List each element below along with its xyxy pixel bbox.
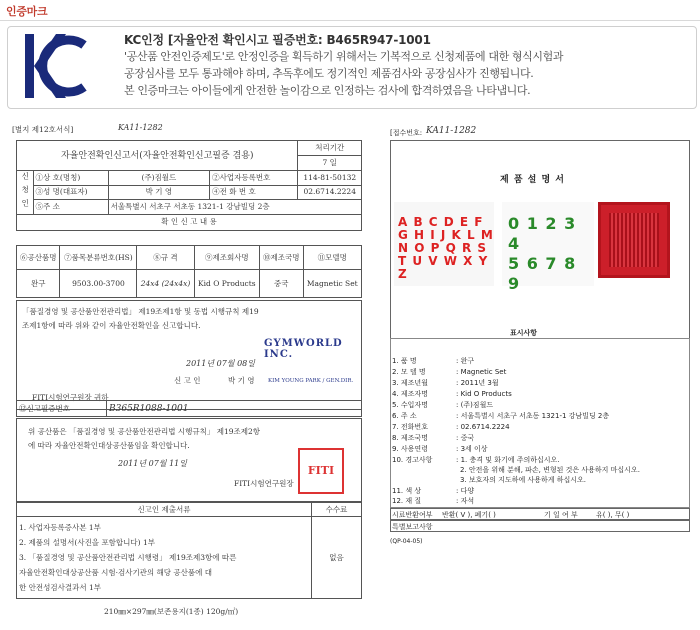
product-value: 9503.00-3700 — [60, 270, 137, 298]
spec-row: 8. 제조국명 : 중국 — [392, 434, 475, 442]
spec-row: 2. 모 델 명 : Magnetic Set — [392, 368, 507, 376]
product-value: 중국 — [260, 270, 303, 298]
company-stamp: GYMWORLD INC. — [264, 338, 343, 360]
return-row — [390, 508, 690, 520]
form-title: 자율안전확인신고서(자율안전확인신고필증 겸용) — [17, 141, 298, 171]
applicant-sign-name: 박 기 영 — [228, 376, 255, 385]
fiti-seal: FITI — [298, 448, 344, 494]
form-number: [별지 제12호서식] — [12, 125, 74, 134]
form-table-top — [16, 140, 362, 231]
spec-row: 7. 전화번호 : 02.6714.2224 — [392, 423, 510, 431]
spec-row: 12. 재 질 : 자석 — [392, 497, 475, 505]
info-line: '공산품 안전인증제도'로 안정인증을 획득하기 위해서는 기복적으로 신청제품에 대한 형식시험과 — [124, 50, 564, 63]
confirm-text: 에 따라 자율안전확인대상공산품임을 확인합니다. — [28, 441, 190, 450]
period-value: 7 일 — [322, 158, 337, 167]
law-text: 조제1항에 따라 위와 같이 자율안전확인을 신고합니다. — [22, 321, 201, 330]
fee-value: 없음 — [312, 517, 362, 599]
digits-row: 0 1 2 3 4 — [508, 214, 577, 253]
receipt-number: KA11-1282 — [426, 126, 477, 136]
return-value: 반환( V ), 폐기( ) — [442, 511, 496, 519]
info-description — [124, 48, 684, 99]
letters-row: T U V W X Y Z — [398, 254, 489, 281]
spec-row: 3. 보호자의 지도하에 사용하게 하십시오. — [460, 476, 586, 484]
page-title: 인증마크 — [6, 5, 48, 18]
cert-no-value: B365R1088-1001 — [107, 401, 362, 417]
spec-row: 1. 품 명 : 완구 — [392, 357, 475, 365]
product-header: ⑩제조국명 — [260, 246, 303, 270]
field-value: 박 기 영 — [108, 185, 210, 200]
declaration-date: 2011년 07월 08일 — [186, 359, 255, 368]
due-value: 유( ), 무( ) — [596, 511, 630, 519]
period-label: 처리기간 — [298, 141, 361, 156]
spec-row: 11. 색 상 : 다양 — [392, 487, 475, 495]
documents-label: 신고인 제출서류 — [17, 503, 312, 517]
digits-board — [502, 202, 594, 293]
due-label: 기 일 여 부 — [544, 511, 578, 519]
spec-row: 4. 제조자명 : Kid O Products — [392, 390, 512, 398]
cert-table — [16, 400, 362, 417]
document-item: 3. 「품질경영 및 공산품안전관리법 시행령」 제19조제3항에 따른 — [19, 553, 237, 562]
product-value: 완구 — [17, 270, 60, 298]
letters-row: G H I J K L M — [398, 228, 494, 242]
letters-board — [394, 202, 494, 286]
applicant-label: 신청인 — [17, 171, 34, 215]
law-text: 「품질경영 및 공산품안전관리법」 제19조제1항 및 동법 시행규칙 제19 — [22, 307, 259, 316]
document-item: 1. 사업자등록증사본 1부 — [19, 523, 101, 532]
product-value: 24x4 (24x4x) — [137, 270, 194, 298]
product-value: Magnetic Set — [303, 270, 361, 298]
company-stamp-sub: KIM YOUNG PARK / GEN.DIR. — [268, 378, 354, 384]
fee-label: 수수료 — [312, 503, 362, 517]
section-heading: 확 인 신 고 내 용 — [17, 214, 362, 230]
magnetic-drawing-board — [598, 202, 670, 278]
spec-row: 10. 경고사항 : 1. 충격 및 화기에 주의하십시오. — [392, 456, 560, 464]
kc-logo — [22, 31, 88, 103]
spec-row: 9. 사용연령 : 3세 이상 — [392, 445, 488, 453]
confirm-date: 2011년 07월 11일 — [118, 459, 187, 468]
handwritten-number: KA11-1282 — [118, 123, 163, 132]
field-value: (주)짐월드 — [108, 171, 210, 186]
field-value: 114-81-50132 — [298, 171, 362, 186]
title-divider — [0, 20, 700, 21]
info-line: 본 인증마크는 아이들에게 안전한 놀이감으로 인정하는 검사에 합격하였음을 나타냅니다. — [124, 84, 531, 97]
field-value: 서울특별시 서초구 서초동 1321-1 강남빌딩 2층 — [108, 200, 361, 215]
applicant-sign-label: 신 고 인 — [174, 376, 201, 385]
institute-name: FITI시험연구원장 — [234, 479, 294, 488]
product-description-sheet — [384, 124, 696, 548]
info-title: KC인정 [자율안전 확인시고 필증번호: B465R947-1001 — [124, 33, 431, 47]
field-label: ①상 호(명칭) — [33, 171, 108, 186]
special-row — [390, 520, 690, 532]
field-label: ②사업자등록번호 — [210, 171, 298, 186]
special-label: 특별보고사항 — [392, 523, 433, 531]
form-code: (QP-04-05) — [390, 538, 423, 545]
spec-row: 3. 제조년월 : 2011년 3월 — [392, 379, 499, 387]
receipt-label: [접수번호: — [390, 129, 423, 137]
product-header: ⑨제조회사명 — [194, 246, 260, 270]
product-header: ⑥공산품명 — [17, 246, 60, 270]
label-title: 표시사항 — [510, 329, 538, 337]
return-label: 시료반환여부 — [392, 511, 433, 519]
paper-spec: 210㎜×297㎜(보존용지(1종) 120g/㎡) — [104, 607, 239, 616]
field-value: 02.6714.2224 — [298, 185, 362, 200]
document-item: 2. 제품의 설명서(사진을 포함합니다) 1부 — [19, 538, 155, 547]
safety-confirmation-form — [8, 120, 372, 626]
sheet-title: 제 품 설 명 서 — [500, 175, 566, 185]
confirm-text: 위 공산품은 「품질경영 및 공산품안전관리법 시행규칙」 제19조제2항 — [28, 427, 260, 436]
spec-row: 2. 안전을 위해 분해, 파손, 변형된 것은 사용하지 마십시오. — [460, 466, 640, 474]
product-header: ⑧규 격 — [137, 246, 194, 270]
cert-no-label: ⑫신고필증번호 — [17, 401, 107, 417]
spec-row: 6. 주 소 : 서울특별시 서초구 서초동 1321-1 강남빌딩 2층 — [392, 412, 610, 420]
field-label: ③성 명(대표자) — [33, 185, 108, 200]
documents-table — [16, 502, 362, 599]
document-item: 한 안전성검사결과서 1부 — [19, 583, 101, 592]
spec-row: 5. 수입자명 : (주)짐월드 — [392, 401, 494, 409]
letters-row: N O P Q R S — [398, 241, 488, 255]
info-line: 공장심사를 모두 통과해야 하며, 추독후에도 정기적인 제품검사와 공장심사가 진행됩니다. — [124, 67, 534, 80]
document-item: 자율안전확인대상공산품 시험·검사기관의 해당 공산품에 대 — [19, 568, 213, 577]
product-header: ⑦품목분류번호(HS) — [60, 246, 137, 270]
field-label: ④전 화 번 호 — [210, 185, 298, 200]
product-header: ⑪모델명 — [303, 246, 361, 270]
digits-row: 5 6 7 8 9 — [508, 254, 577, 293]
letters-row: A B C D E F — [398, 215, 484, 229]
field-label: ⑤주 소 — [33, 200, 108, 215]
product-table — [16, 245, 362, 298]
product-value: Kid O Products — [194, 270, 260, 298]
recipient: FITI시험연구원장 귀하 — [32, 393, 109, 402]
